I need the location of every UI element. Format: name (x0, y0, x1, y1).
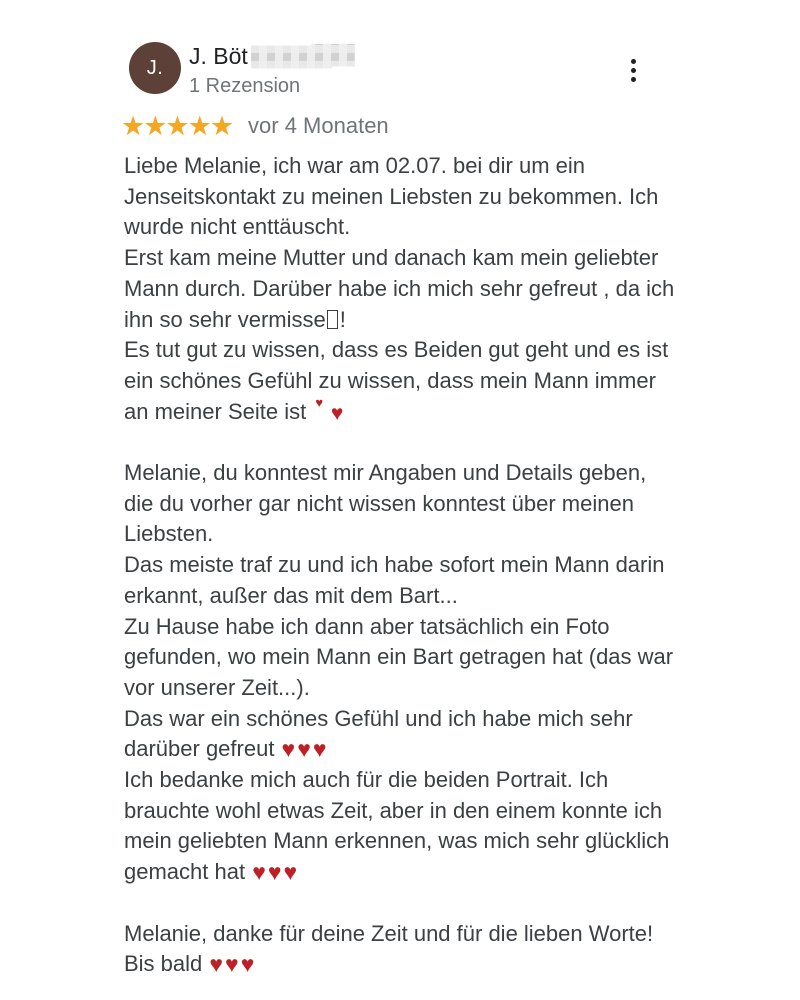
heart-icon: ♥ (267, 859, 282, 886)
missing-glyph-icon (327, 310, 338, 329)
reviewer-review-count: 1 Rezension (189, 75, 301, 97)
two-hearts-icon: ♥ ♥ (315, 394, 344, 425)
kebab-menu-icon (631, 59, 636, 82)
review-header (189, 42, 355, 98)
heart-icon: ♥ (283, 859, 298, 886)
review-text: Liebe Melanie, ich war am 02.07. bei dir um ein Jenseitskontakt zu meinen Liebsten zu bekommen. Ich wurde nicht enttäuscht. Erst kam meine Mutter und danach kam mein geliebter Mann durch. Darüber habe ich mich sehr gefreut , da ich ihn so sehr vermisse ! Es tut gut zu wissen, dass es Beiden gut geht und es ist ein schönes Gefühl zu wissen, dass mein Mann immer an meiner Seite ist ♥ ♥ Melanie, du konntest mir Angaben und Details geben, die du vorher gar nicht wissen konntest über meinen Liebsten. Das meiste traf zu und ich habe sofort mein Mann darin erkannt, außer das mit dem Bart... Zu Hause habe ich dann aber tatsächlich ein Foto gefunden, wo mein Mann ein Bart getragen hat (das war vor unserer Zeit...). Das war ein schönes Gefühl und ich habe mich sehr darüber gefreut ♥♥♥ Ich bedanke mich auch für die beiden Portrait. Ich brauchte wohl etwas Zeit, aber in den einem konnte ich mein geliebten Mann erkennen, was mich sehr glücklich gemacht hat ♥♥♥ Melanie, danke für deine Zeit und für die lieben Worte! Bis bald ♥♥♥ (124, 153, 675, 978)
more-options-button[interactable] (615, 48, 651, 92)
rating-row (121, 110, 389, 142)
heart-icon: ♥ (312, 736, 327, 763)
redacted-name-blur (251, 44, 355, 69)
heart-icon: ♥ (281, 736, 296, 763)
author-row (189, 42, 355, 70)
heart-icon: ♥ (252, 859, 266, 886)
reviewer-name[interactable]: J. Böt (189, 43, 248, 69)
avatar-initials: J. (146, 56, 164, 79)
review-timestamp: vor 4 Monaten (248, 113, 389, 138)
heart-icon: ♥ (297, 736, 311, 763)
star-rating: ★★★★★ (121, 111, 233, 141)
heart-icon: ♥ (209, 951, 224, 978)
heart-icon: ♥ (240, 951, 255, 978)
avatar[interactable] (129, 42, 181, 94)
heart-icon: ♥ (225, 951, 239, 978)
